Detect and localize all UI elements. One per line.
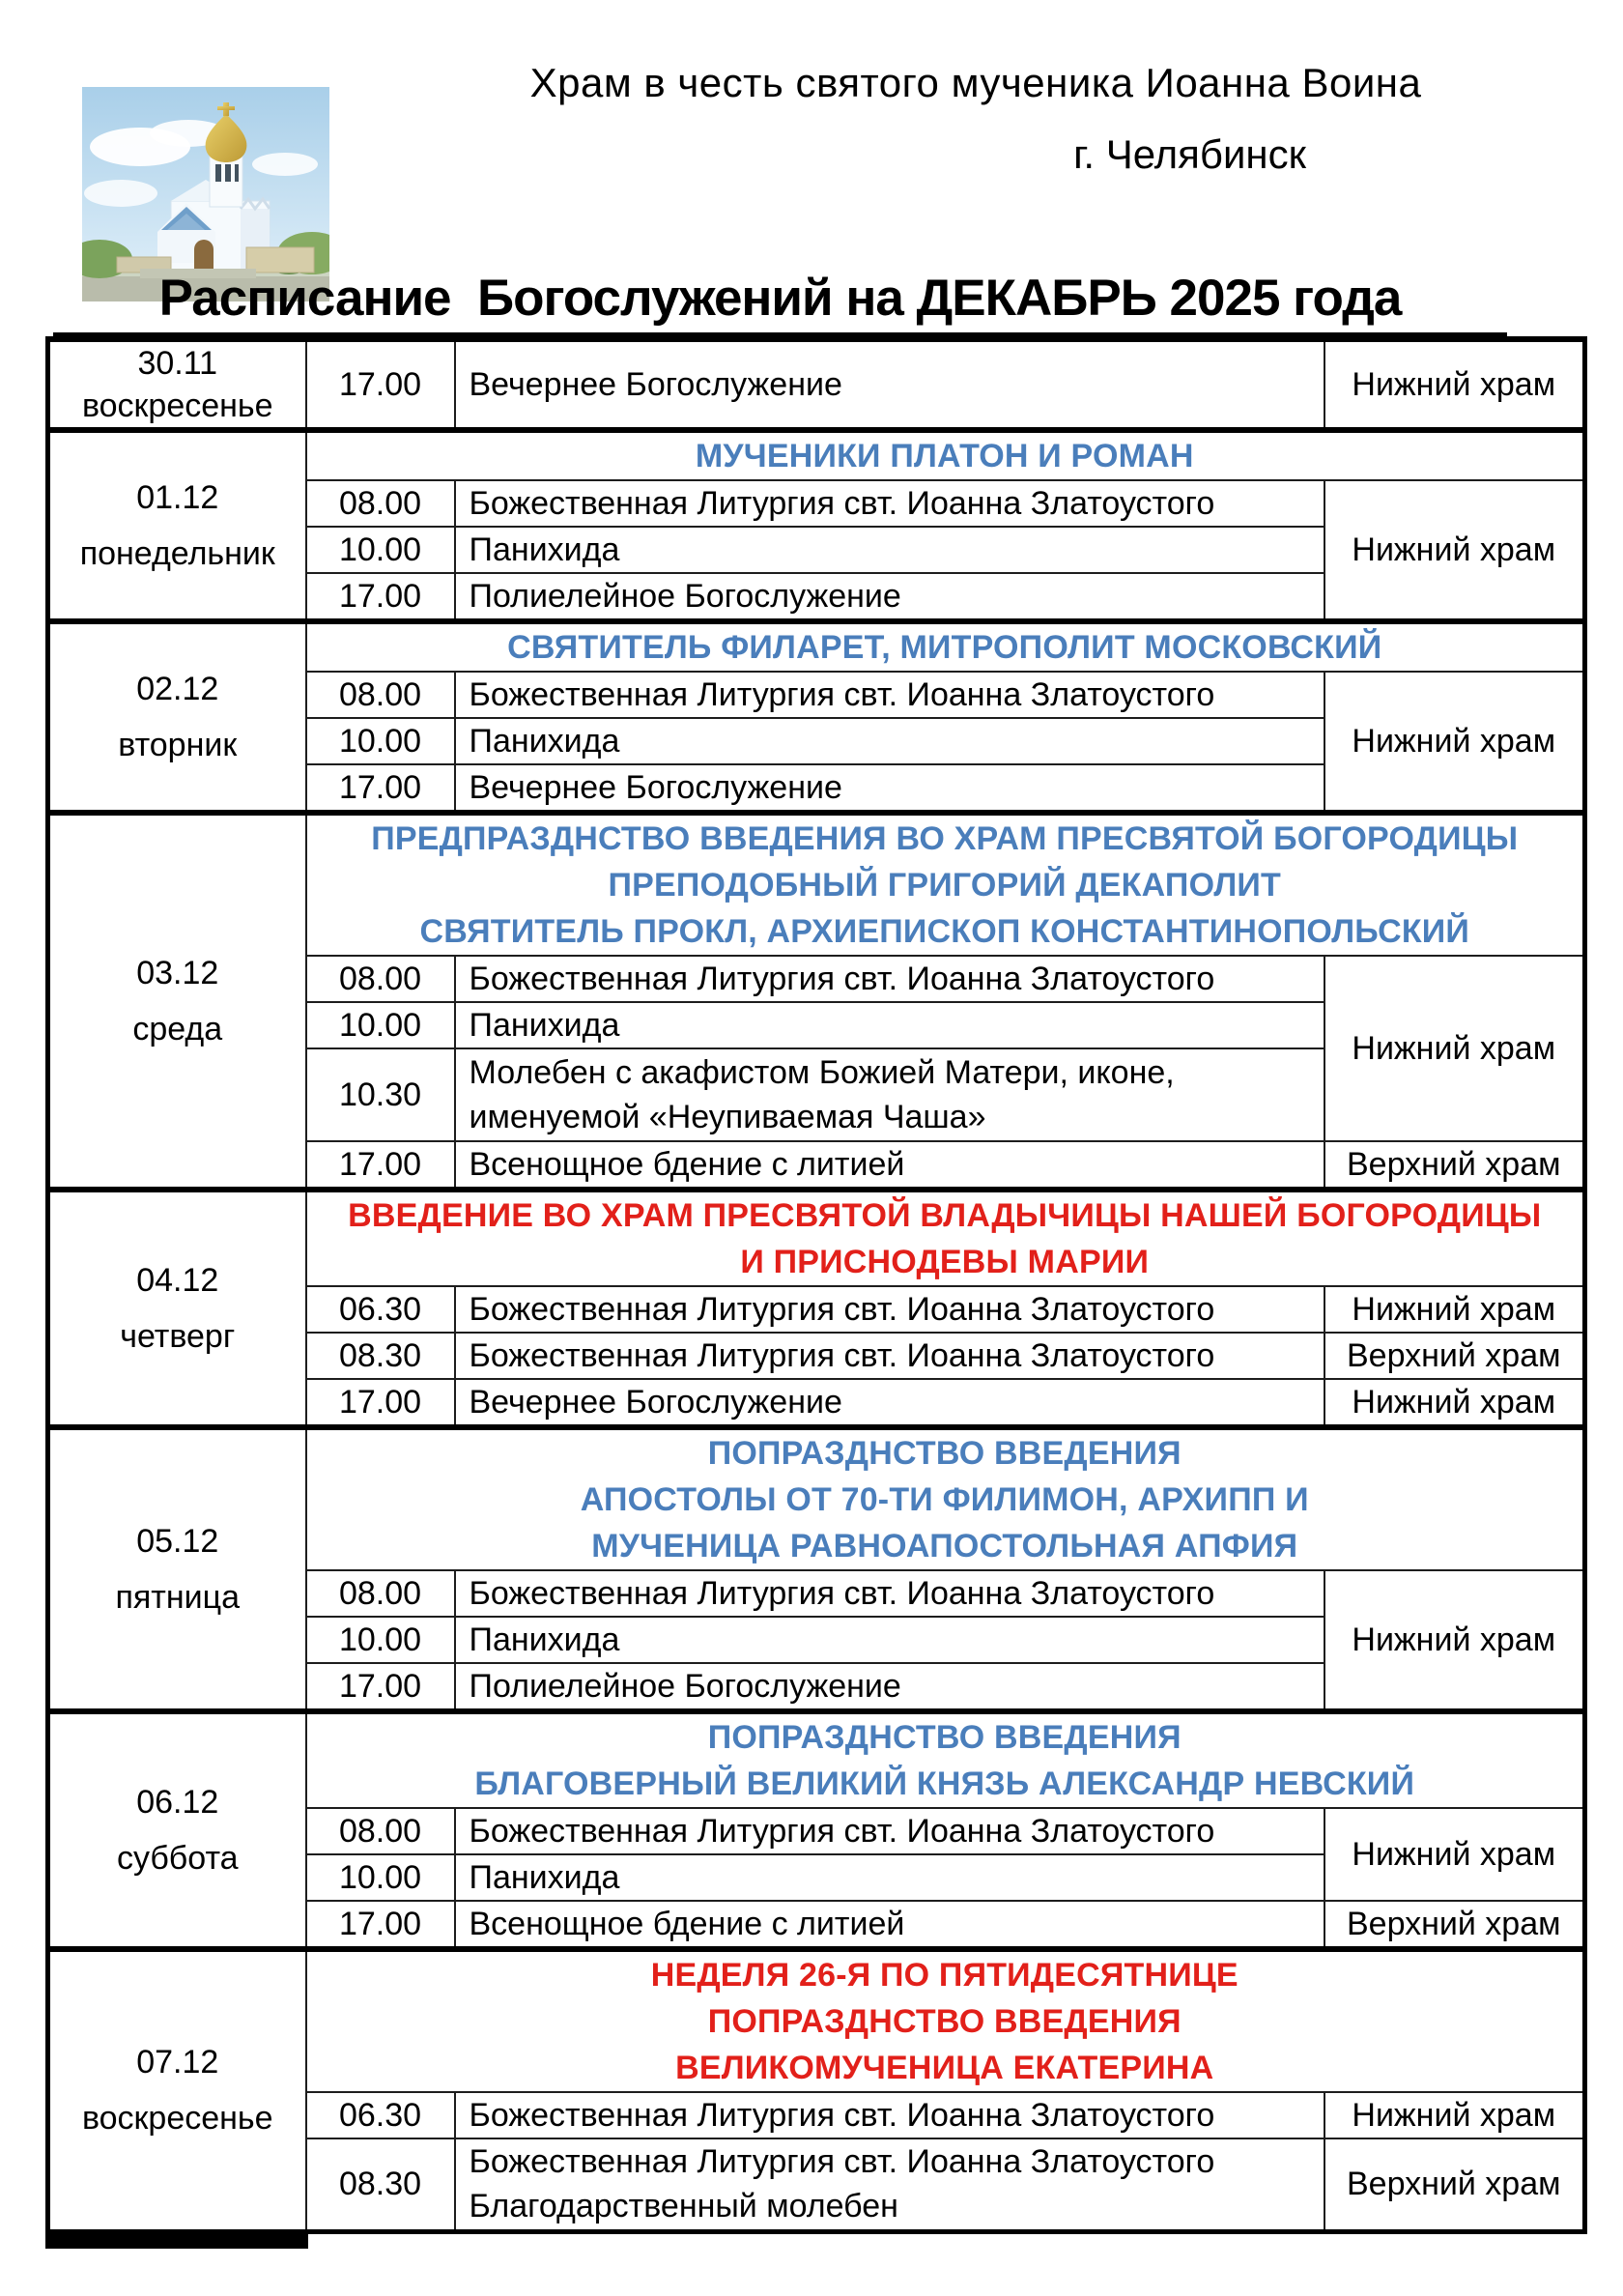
time-cell: 10.00 — [306, 1617, 455, 1663]
service-cell — [455, 1048, 1324, 1141]
service-line: Вечернее Богослужение — [469, 769, 842, 806]
day-block — [48, 621, 1585, 813]
date-text: 07.12 — [136, 2044, 219, 2081]
service-cell — [455, 480, 1324, 527]
weekday-text: воскресенье — [81, 2100, 273, 2138]
service-cell — [455, 1617, 1324, 1663]
service-line: Молебен с акафистом Божией Матери, иконе, — [469, 1054, 1175, 1091]
time-cell: 17.00 — [306, 1379, 455, 1427]
location-cell: Нижний храм — [1324, 339, 1585, 430]
feast-header-cell — [306, 621, 1585, 672]
feast-line: ПРЕДПРАЗДНСТВО ВВЕДЕНИЯ ВО ХРАМ ПРЕСВЯТОЙ БОГОРОДИЦЫ — [371, 820, 1519, 857]
feast-line: ВЕЛИКОМУЧЕНИЦА ЕКАТЕРИНА — [675, 2050, 1214, 2086]
service-line: Божественная Литургия свт. Иоанна Златоустого — [469, 1575, 1215, 1612]
page-title: Расписание Богослужений на ДЕКАБРЬ 2025 года — [53, 269, 1507, 339]
service-line: Божественная Литургия свт. Иоанна Златоустого — [469, 2097, 1215, 2134]
time-cell: 08.00 — [306, 1808, 455, 1854]
time-cell: 08.00 — [306, 480, 455, 527]
feast-header-cell — [306, 1427, 1585, 1570]
service-line: Всенощное бдение с литией — [469, 1906, 905, 1942]
date-text: 05.12 — [136, 1523, 219, 1560]
day-block — [48, 430, 1585, 621]
feast-line: СВЯТИТЕЛЬ ПРОКЛ, АРХИЕПИСКОП КОНСТАНТИНОПОЛЬСКИЙ — [419, 913, 1470, 950]
date-cell — [48, 621, 306, 813]
service-cell — [455, 764, 1324, 813]
date-cell — [48, 430, 306, 621]
service-line: Панихида — [469, 1859, 620, 1896]
time-cell: 17.00 — [306, 573, 455, 621]
date-text: 02.12 — [136, 671, 219, 707]
feast-line: ПОПРАЗДНСТВО ВВЕДЕНИЯ — [707, 1719, 1182, 1756]
feast-line: МУЧЕНИКИ ПЛАТОН И РОМАН — [695, 438, 1194, 474]
time-cell: 08.00 — [306, 672, 455, 718]
date-text: 04.12 — [136, 1262, 219, 1299]
location-cell: Нижний храм — [1324, 1808, 1585, 1901]
table-row — [48, 430, 1585, 480]
date-cell — [48, 1949, 306, 2231]
feast-header-cell — [306, 1190, 1585, 1286]
weekday-text: четверг — [120, 1318, 236, 1355]
time-cell: 06.30 — [306, 1286, 455, 1333]
day-block — [48, 1190, 1585, 1427]
service-cell — [455, 1333, 1324, 1379]
service-line: Вечернее Богослужение — [469, 366, 842, 403]
service-line: Благодарственный молебен — [469, 2188, 898, 2225]
feast-header-cell — [306, 430, 1585, 480]
service-cell — [455, 2138, 1324, 2231]
schedule-table — [45, 336, 1587, 2234]
service-line: Полиелейное Богослужение — [469, 578, 901, 615]
weekday-text: вторник — [118, 727, 238, 763]
weekday-text: понедельник — [79, 535, 275, 572]
location-cell: Нижний храм — [1324, 1286, 1585, 1333]
day-block — [48, 1427, 1585, 1711]
service-line: именуемой «Неупиваемая Чаша» — [469, 1099, 986, 1135]
time-cell: 08.30 — [306, 1333, 455, 1379]
time-cell: 06.30 — [306, 2092, 455, 2138]
service-cell — [455, 956, 1324, 1002]
service-cell — [455, 1141, 1324, 1190]
service-line: Панихида — [469, 531, 620, 568]
feast-line: ПРЕПОДОБНЫЙ ГРИГОРИЙ ДЕКАПОЛИТ — [608, 867, 1282, 904]
time-cell: 10.30 — [306, 1048, 455, 1141]
table-row — [48, 1949, 1585, 2092]
service-cell — [455, 1901, 1324, 1949]
service-cell — [455, 573, 1324, 621]
feast-line: АПОСТОЛЫ ОТ 70-ТИ ФИЛИМОН, АРХИПП И — [580, 1481, 1309, 1518]
service-line: Полиелейное Богослужение — [469, 1668, 901, 1705]
date-text: 06.12 — [136, 1784, 219, 1821]
service-cell — [455, 339, 1324, 430]
day-block — [48, 1711, 1585, 1949]
date-text: 01.12 — [136, 479, 219, 516]
date-cell — [48, 339, 306, 430]
time-cell: 17.00 — [306, 339, 455, 430]
feast-line: ВВЕДЕНИЕ ВО ХРАМ ПРЕСВЯТОЙ ВЛАДЫЧИЦЫ НАШЕЙ БОГОРОДИЦЫ — [348, 1197, 1542, 1234]
table-row — [48, 1711, 1585, 1808]
location-cell: Нижний храм — [1324, 956, 1585, 1141]
service-cell — [455, 2092, 1324, 2138]
feast-line: И ПРИСНОДЕВЫ МАРИИ — [740, 1244, 1150, 1280]
service-line: Божественная Литургия свт. Иоанна Златоустого — [469, 1337, 1215, 1374]
day-block — [48, 339, 1585, 430]
date-text: 30.11 — [137, 345, 218, 382]
service-cell — [455, 1854, 1324, 1901]
service-line: Божественная Литургия свт. Иоанна Златоустого — [469, 676, 1215, 713]
service-line: Панихида — [469, 723, 620, 760]
feast-header-cell — [306, 813, 1585, 956]
time-cell: 17.00 — [306, 1663, 455, 1711]
location-cell: Верхний храм — [1324, 1141, 1585, 1190]
date-cell — [48, 813, 306, 1190]
location-cell: Нижний храм — [1324, 1570, 1585, 1711]
service-cell — [455, 1286, 1324, 1333]
service-cell — [455, 527, 1324, 573]
feast-line: БЛАГОВЕРНЫЙ ВЕЛИКИЙ КНЯЗЬ АЛЕКСАНДР НЕВСКИЙ — [474, 1765, 1415, 1802]
city-label: г. Челябинск — [1073, 131, 1306, 177]
location-cell: Нижний храм — [1324, 480, 1585, 621]
service-line: Панихида — [469, 1622, 620, 1658]
date-cell — [48, 1427, 306, 1711]
service-line: Вечернее Богослужение — [469, 1384, 842, 1421]
weekday-text: пятница — [115, 1579, 241, 1616]
table-row — [48, 621, 1585, 672]
feast-header-cell — [306, 1949, 1585, 2092]
table-row — [48, 813, 1585, 956]
service-cell — [455, 1663, 1324, 1711]
service-line: Божественная Литургия свт. Иоанна Златоустого — [469, 2143, 1215, 2181]
time-cell: 10.00 — [306, 1002, 455, 1048]
time-cell: 10.00 — [306, 1854, 455, 1901]
time-cell: 08.00 — [306, 1570, 455, 1617]
table-bottom-bar — [45, 2234, 308, 2249]
date-cell — [48, 1190, 306, 1427]
service-line: Панихида — [469, 1007, 620, 1044]
service-cell — [455, 1002, 1324, 1048]
date-cell — [48, 1711, 306, 1949]
weekday-text: среда — [132, 1011, 223, 1048]
time-cell: 10.00 — [306, 527, 455, 573]
feast-header-cell — [306, 1711, 1585, 1808]
weekday-text: воскресенье — [81, 387, 273, 424]
feast-line: СВЯТИТЕЛЬ ФИЛАРЕТ, МИТРОПОЛИТ МОСКОВСКИЙ — [507, 629, 1382, 666]
schedule-table-wrap — [45, 336, 1582, 2234]
service-cell — [455, 718, 1324, 764]
location-cell: Нижний храм — [1324, 672, 1585, 813]
document-header — [328, 60, 1623, 178]
service-line: Божественная Литургия свт. Иоанна Златоустого — [469, 1813, 1215, 1850]
date-text: 03.12 — [136, 955, 219, 991]
feast-line: МУЧЕНИЦА РАВНОАПОСТОЛЬНАЯ АПФИЯ — [591, 1528, 1298, 1564]
church-name: Храм в честь святого мученика Иоанна Воина — [529, 60, 1422, 105]
day-block — [48, 1949, 1585, 2231]
day-block — [48, 813, 1585, 1190]
table-row — [48, 339, 1585, 430]
service-line: Божественная Литургия свт. Иоанна Златоустого — [469, 1291, 1215, 1328]
time-cell: 17.00 — [306, 764, 455, 813]
time-cell: 08.30 — [306, 2138, 455, 2231]
location-cell: Верхний храм — [1324, 1333, 1585, 1379]
time-cell: 17.00 — [306, 1901, 455, 1949]
service-line: Всенощное бдение с литией — [469, 1146, 905, 1183]
service-cell — [455, 1570, 1324, 1617]
service-cell — [455, 1379, 1324, 1427]
time-cell: 10.00 — [306, 718, 455, 764]
feast-line: ПОПРАЗДНСТВО ВВЕДЕНИЯ — [707, 2003, 1182, 2040]
service-line: Божественная Литургия свт. Иоанна Златоустого — [469, 485, 1215, 522]
service-cell — [455, 672, 1324, 718]
location-cell: Верхний храм — [1324, 2138, 1585, 2231]
location-cell: Нижний храм — [1324, 1379, 1585, 1427]
location-cell: Верхний храм — [1324, 1901, 1585, 1949]
location-cell: Нижний храм — [1324, 2092, 1585, 2138]
service-cell — [455, 1808, 1324, 1854]
weekday-text: суббота — [116, 1840, 239, 1877]
service-line: Божественная Литургия свт. Иоанна Златоустого — [469, 961, 1215, 997]
table-row — [48, 1190, 1585, 1286]
time-cell: 17.00 — [306, 1141, 455, 1190]
time-cell: 08.00 — [306, 956, 455, 1002]
feast-line: НЕДЕЛЯ 26-Я ПО ПЯТИДЕСЯТНИЦЕ — [650, 1957, 1239, 1994]
feast-line: ПОПРАЗДНСТВО ВВЕДЕНИЯ — [707, 1435, 1182, 1472]
table-row — [48, 1427, 1585, 1570]
